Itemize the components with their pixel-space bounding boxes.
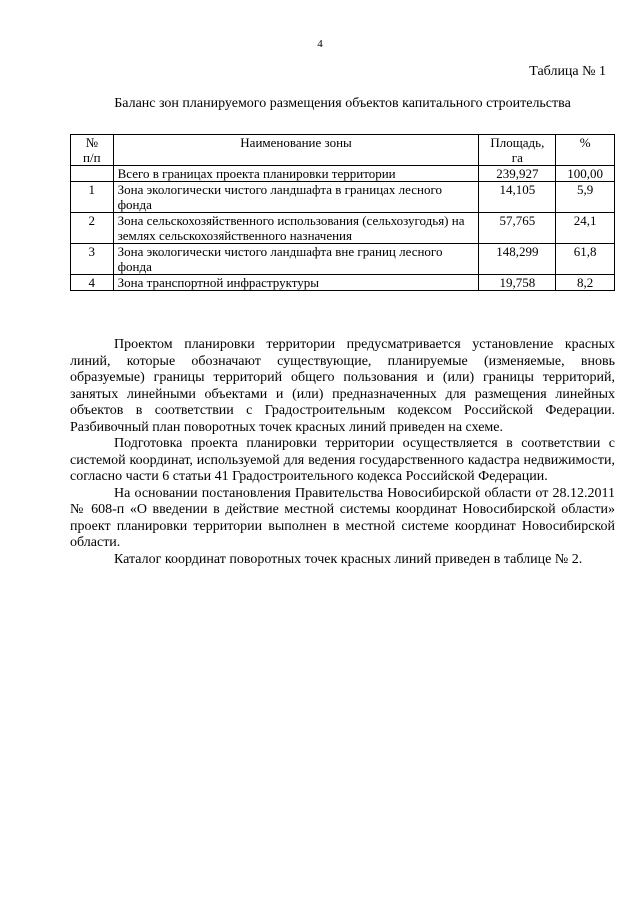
table-row — [71, 182, 615, 213]
table-row — [71, 213, 615, 244]
paragraph-resolution: На основании постановления Правительства Новосибирской области от 28.12.2011 № 608-п «О введении в действие местной системы координат Новосибирской области» проект планировки территории выполнен в местной системе координат Новосибирской области. — [70, 485, 615, 550]
row-area-cell: 14,105 — [479, 182, 556, 213]
header-percent: % — [556, 135, 615, 166]
row-number-cell: 4 — [71, 275, 114, 291]
row-name-cell: Зона транспортной инфраструктуры — [113, 275, 479, 291]
header-area-line2: га — [511, 150, 523, 165]
row-number-cell: 2 — [71, 213, 114, 244]
total-name-cell: Всего в границах проекта планировки территории — [113, 166, 479, 182]
total-area-cell: 239,927 — [479, 166, 556, 182]
total-percent-cell: 100,00 — [556, 166, 615, 182]
table-row — [71, 275, 615, 291]
row-area-cell: 19,758 — [479, 275, 556, 291]
table-row — [71, 244, 615, 275]
header-area-line1: Площадь, — [490, 135, 545, 150]
row-area-cell: 148,299 — [479, 244, 556, 275]
page-number: 4 — [317, 38, 323, 50]
header-number — [71, 135, 114, 166]
row-name-cell: Зона экологически чистого ландшафта вне границ лесного фонда — [113, 244, 479, 275]
table-row-total — [71, 166, 615, 182]
header-area — [479, 135, 556, 166]
table-label: Таблица № 1 — [529, 64, 606, 79]
body-text — [70, 337, 615, 568]
paragraph-red-lines: Проектом планировки территории предусматривается установление красных линий, которые обозначают существующие, планируемые (изменяемые, вновь образуемые) границы территорий общего пользования и (или) границы территорий, занятых линейными объектами и (или) предназначенных для размещения линейных объектов в соответствии с Градостроительным кодексом Российской Федерации. Разбивочный план поворотных точек красных линий приведен на схеме. — [70, 337, 615, 435]
header-number-line1: № — [85, 135, 98, 150]
row-percent-cell: 24,1 — [556, 213, 615, 244]
row-name-cell: Зона экологически чистого ландшафта в границах лесного фонда — [113, 182, 479, 213]
row-percent-cell: 61,8 — [556, 244, 615, 275]
row-name-cell: Зона сельскохозяйственного использования (сельхозугодья) на землях сельскохозяйственного назначения — [113, 213, 479, 244]
row-percent-cell: 8,2 — [556, 275, 615, 291]
row-area-cell: 57,765 — [479, 213, 556, 244]
paragraph-coordinate-system: Подготовка проекта планировки территории осуществляется в соответствии с системой координат, используемой для ведения государственного кадастра недвижимости, согласно части 6 статьи 41 Градостроительного кодекса Российской Федерации. — [70, 436, 615, 484]
row-percent-cell: 5,9 — [556, 182, 615, 213]
header-zone-name: Наименование зоны — [113, 135, 479, 166]
paragraph-catalog-reference: Каталог координат поворотных точек красных линий приведен в таблице № 2. — [114, 551, 583, 567]
row-number-cell: 1 — [71, 182, 114, 213]
table-header-row — [71, 135, 615, 166]
total-number-cell — [71, 166, 114, 182]
table-title: Баланс зон планируемого размещения объектов капитального строительства — [114, 96, 571, 111]
row-number-cell: 3 — [71, 244, 114, 275]
zone-balance-table — [70, 134, 615, 291]
header-number-line2: п/п — [83, 150, 101, 165]
